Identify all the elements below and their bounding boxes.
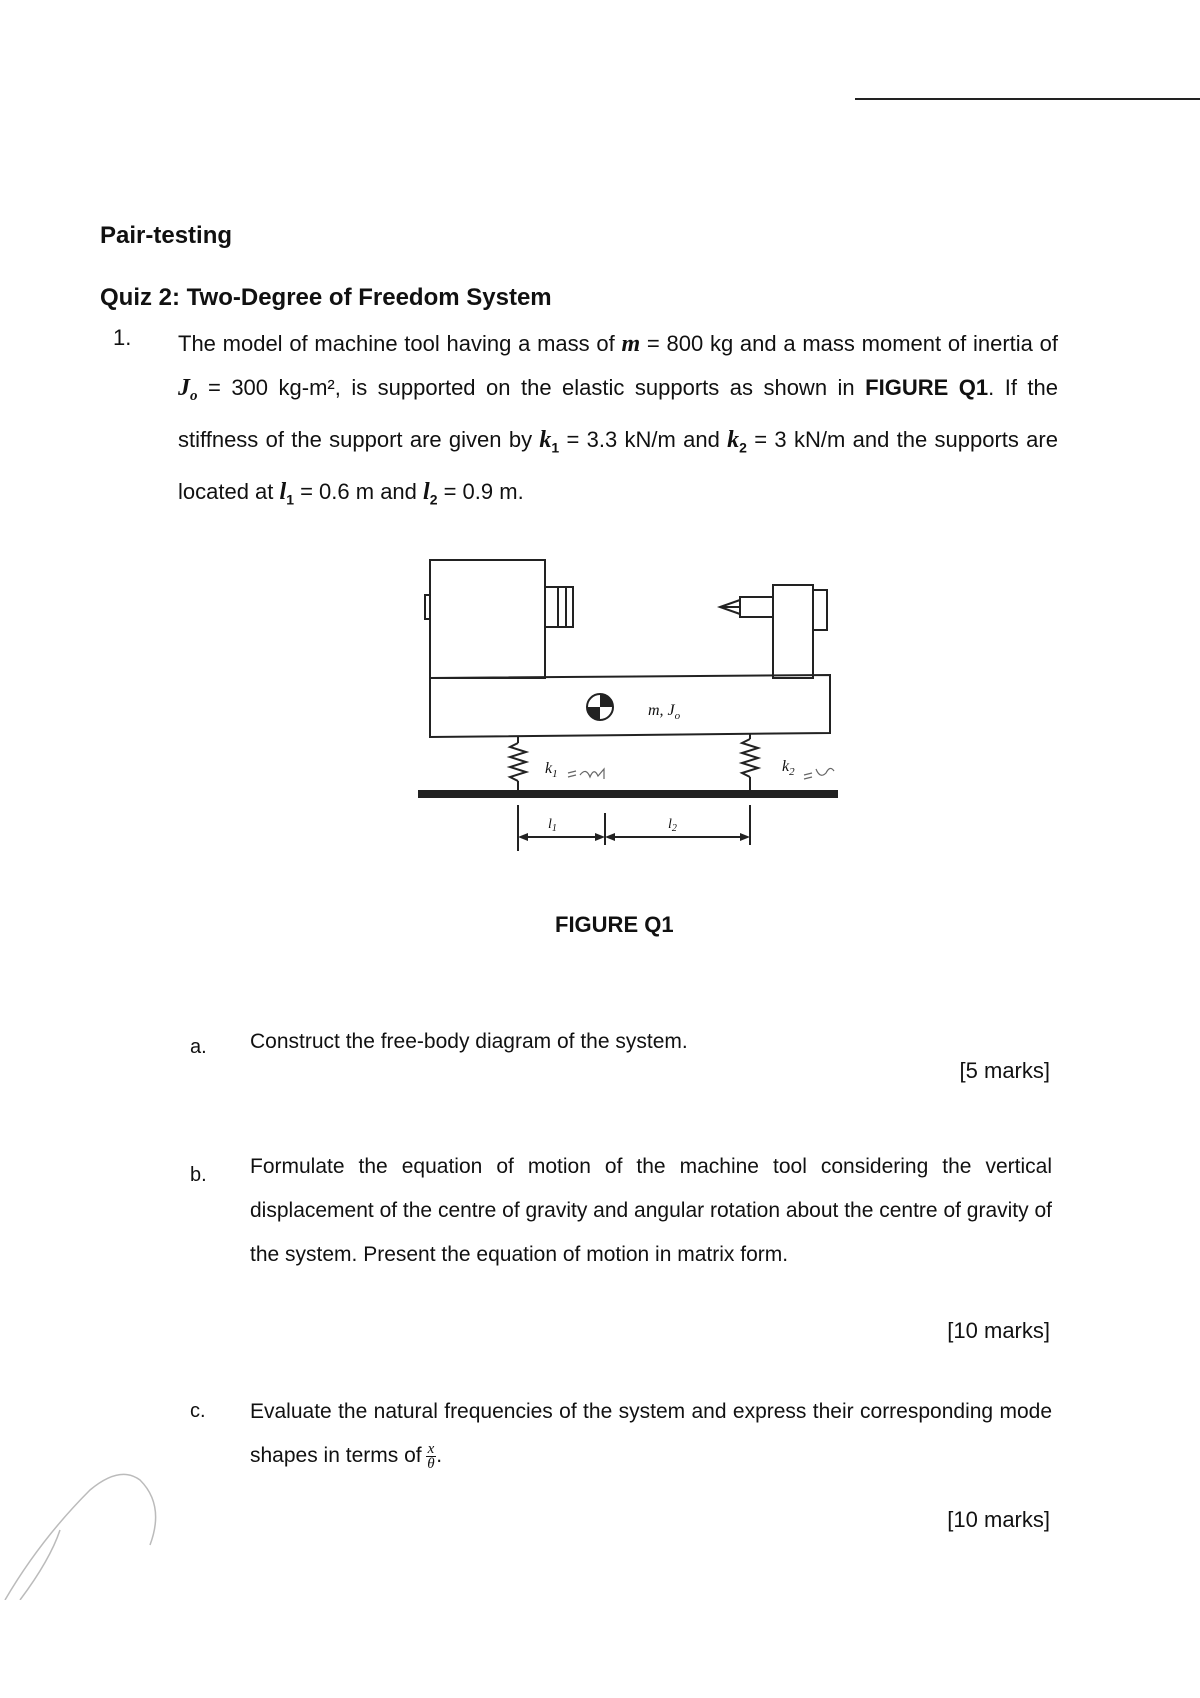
part-a-text: Construct the free-body diagram of the system.	[250, 1030, 688, 1053]
tailstock-handwheel	[813, 590, 827, 630]
question-text: The model of machine tool having a mass of m = 800 kg and a mass moment of inertia of $J_o = 300$ kg-m², is supported on the elastic supports as shown in FIGURE Q1. If the stiffness of the support are given by $k_1 = 3.3$ kN/m and $k_2 = 3$ kN/m and the supports are located at $l_1 = 0.6$ m and $l_2 = 0.9$ m.	[178, 331, 1058, 508]
k2-label: k	[782, 758, 790, 775]
svg-text:l1: $l_1$	[548, 817, 557, 834]
figure-reference: FIGURE Q1	[865, 375, 989, 400]
part-b-text: Formulate the equation of motion of the machine tool considering the vertical displacement of the centre of gravity and angular rotation about the centre of gravity of the system. Present the equation of motion in matrix form.	[250, 1155, 1052, 1266]
part-c-text: Evaluate the natural frequencies of the system and express their corresponding mode shapes in terms of $\frac{x}{\theta}$ .	[250, 1400, 1052, 1472]
machine-tool-figure	[400, 545, 840, 880]
center-of-gravity-symbol	[587, 694, 613, 720]
ground	[418, 790, 838, 798]
k1-label: k	[545, 760, 553, 777]
svg-text:k1: $k_1$	[545, 760, 558, 780]
svg-text:k2: $k_2$	[782, 758, 795, 778]
top-rule	[855, 98, 1200, 100]
svg-text:m, Jo: m, $J_o$	[648, 702, 681, 722]
quiz-title: Quiz 2: Two-Degree of Freedom System	[100, 284, 552, 311]
x-over-theta-fraction: $\frac{x}{\theta}$	[427, 1440, 435, 1472]
pair-testing-heading: Pair-testing	[100, 222, 233, 249]
part-b-letter: b.	[190, 1164, 207, 1186]
part-b-marks: [10 marks]	[947, 1318, 1050, 1343]
figure-caption: FIGURE Q1	[555, 912, 674, 937]
tailstock-spindle	[740, 597, 773, 617]
spring-k1	[510, 743, 526, 781]
mass-inertia-label: m, J	[648, 702, 675, 719]
headstock	[430, 560, 545, 678]
svg-text:l2: $l_2$	[668, 817, 677, 834]
machine-bed	[430, 675, 830, 737]
pencil-sketch-mark	[0, 1450, 180, 1600]
l1-label: l	[548, 817, 552, 832]
part-a-marks: [5 marks]	[959, 1058, 1050, 1083]
l2-label: l	[668, 817, 672, 832]
spring-k2	[742, 739, 758, 777]
part-a-letter: a.	[190, 1036, 207, 1058]
part-c-letter: c.	[190, 1400, 206, 1422]
question-number: 1.	[113, 325, 132, 350]
headstock-knob	[425, 595, 430, 619]
part-c-marks: [10 marks]	[947, 1507, 1050, 1532]
tailstock	[773, 585, 813, 678]
